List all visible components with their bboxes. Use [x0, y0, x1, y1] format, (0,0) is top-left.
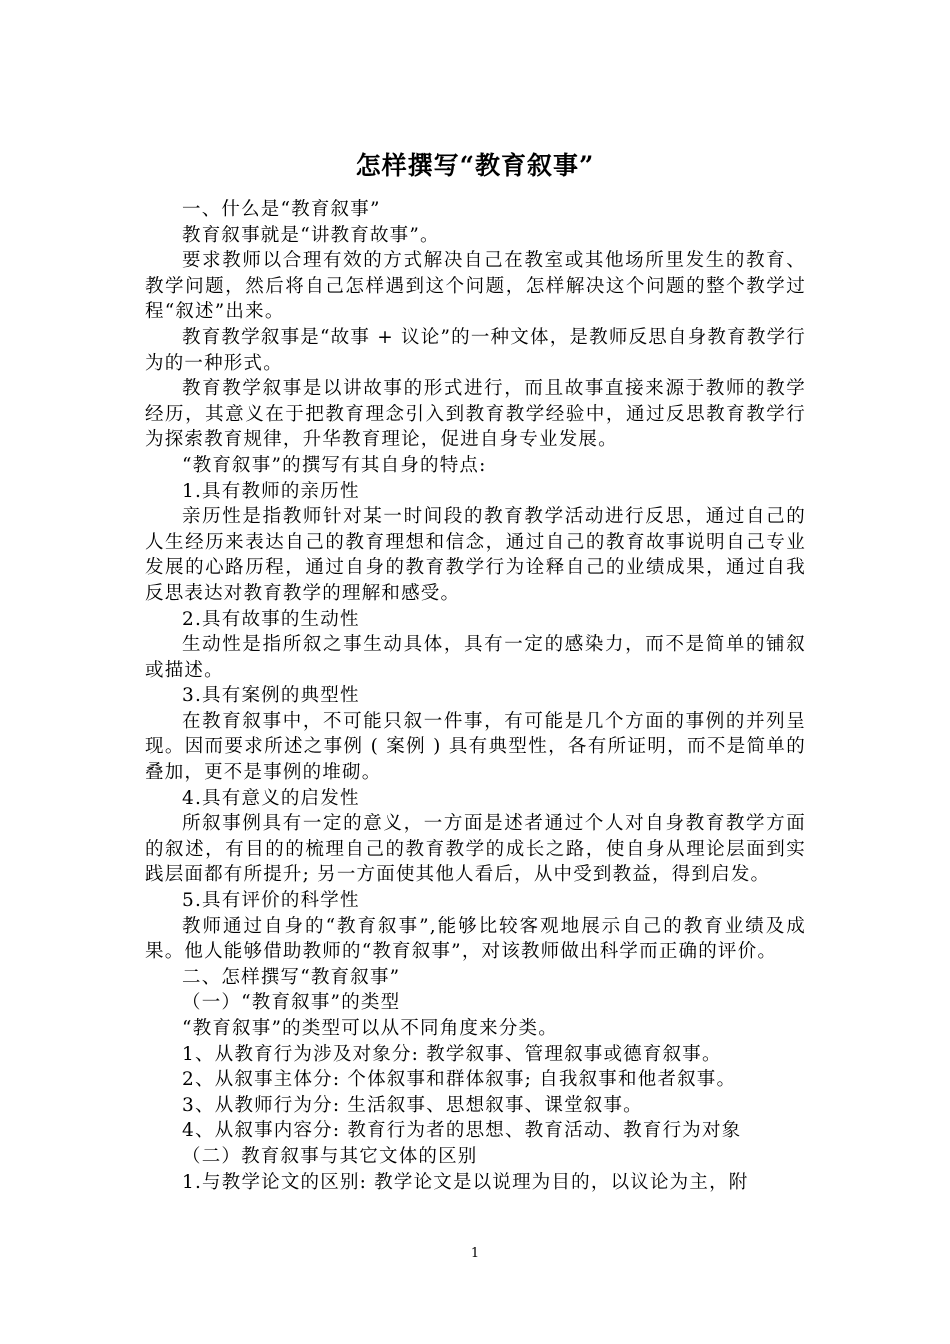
paragraph: （一）“教育叙事”的类型 — [182, 992, 401, 1014]
paragraph: 教育教学叙事是以讲故事的形式进行，而且故事直接来源于教师的教学经历，其意义在于把教育理念引入到教育教学经验中，通过反思教育教学行为探索教育规律，升华教育理论，促进自身专业发展。 — [145, 378, 806, 451]
paragraph: 生动性是指所叙之事生动具体，具有一定的感染力，而不是简单的铺叙或描述。 — [145, 634, 806, 681]
paragraph: 教育叙事就是“讲教育故事”。 — [182, 224, 440, 246]
document-title: 怎样撰写“教育叙事” — [355, 150, 595, 180]
paragraph: 所叙事例具有一定的意义，一方面是述者通过个人对自身教育教学方面的叙述，有目的的梳理自己的教育教学的成长之路，使自身从理论层面到实践层面都有所提升; 另一方面使其他人看后，从中受到教益，得到启发。 — [145, 813, 806, 886]
paragraph: （二）教育叙事与其它文体的区别 — [182, 1145, 478, 1167]
paragraph: 4、从叙事内容分: 教育行为者的思想、教育活动、教育行为对象 — [182, 1120, 742, 1142]
paragraph: 5.具有评价的科学性 — [182, 890, 360, 912]
page-number: 1 — [470, 1246, 480, 1261]
paragraph: 教师通过自身的“教育叙事”,能够比较客观地展示自己的教育业绩及成果。他人能够借助教师的“教育叙事”，对该教师做出科学而正确的评价。 — [145, 915, 806, 963]
paragraph: 1.与教学论文的区别: 教学论文是以说理为目的，以议论为主，附 — [182, 1171, 749, 1193]
paragraph: 在教育叙事中，不可能只叙一件事，有可能是几个方面的事例的并列呈现。因而要求所述之事例 ( 案例 ) 具有典型性，各有所证明，而不是简单的叠加，更不是事例的堆砌。 — [145, 710, 806, 784]
paragraph: 二、怎样撰写“教育叙事” — [182, 966, 401, 988]
paragraph: 一、什么是“教育叙事” — [182, 199, 381, 220]
paragraph: 3、从教师行为分: 生活叙事、思想叙事、课堂叙事。 — [182, 1094, 643, 1116]
paragraph: “教育叙事”的类型可以从不同角度来分类。 — [182, 1018, 558, 1039]
paragraph: 教育教学叙事是“故事 + 议论”的一种文体，是教师反思自身教育教学行为的一种形式。 — [145, 326, 806, 374]
paragraph: 要求教师以合理有效的方式解决自己在教室或其他场所里发生的教育、教学问题，然后将自己怎样遇到这个问题，怎样解决这个问题的整个教学过程“叙述”出来。 — [145, 250, 806, 323]
paragraph: 亲历性是指教师针对某一时间段的教育教学活动进行反思，通过自己的人生经历来表达自己的教育理想和信念，通过自己的教育故事说明自己专业发展的心路历程，通过自身的教育教学行为诠释自己的业绩成果，通过自我反思表达对教育教学的理解和感受。 — [145, 506, 806, 604]
paragraph: “教育叙事”的撰写有其自身的特点: — [182, 454, 487, 476]
document-body — [145, 197, 806, 1195]
paragraph: 2.具有故事的生动性 — [182, 608, 360, 630]
paragraph: 3.具有案例的典型性 — [182, 685, 360, 707]
paragraph: 1、从教育行为涉及对象分: 教学叙事、管理叙事或德育叙事。 — [182, 1043, 722, 1065]
paragraph: 4.具有意义的启发性 — [182, 787, 360, 809]
paragraph: 1.具有教师的亲历性 — [182, 480, 360, 502]
paragraph: 2、从叙事主体分: 个体叙事和群体叙事; 自我叙事和他者叙事。 — [182, 1069, 737, 1091]
